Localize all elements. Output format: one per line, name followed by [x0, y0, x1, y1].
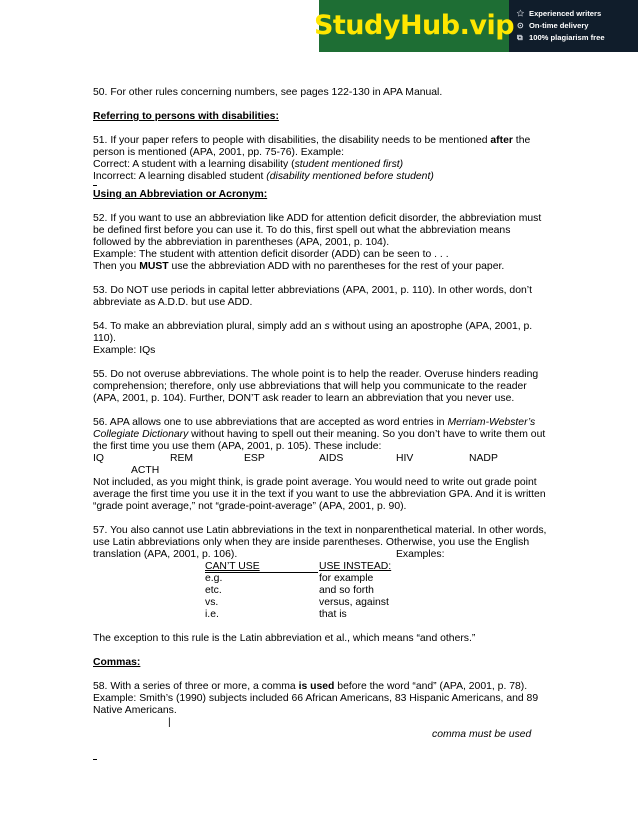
heading-disabilities: Referring to persons with disabilities:	[93, 111, 279, 122]
table-row: i.e. that is	[205, 609, 347, 620]
paragraph-51: 51. If your paper refers to people with disabilities, the disability needs to be mentioned after the person is mentioned (APA, 2001, pp. 75-76). Example: Correct: A student with a learning disability (student mentioned first) Incorrect: A learning disabled student (disability mentioned before student)	[93, 135, 548, 189]
feature-text: Experienced writers	[529, 9, 602, 18]
star-icon: ✩	[517, 9, 524, 18]
table-header-row	[93, 561, 548, 573]
feature-list	[509, 8, 605, 44]
paragraph-56-continued: Not included, as you might think, is grade point average. You would need to write out grade point average the first time you use it in the text if you want to use the abbreviation GPA. And it is written “grade point average,” not “grade-point-average” (APA, 2001, p. 90).	[93, 477, 546, 512]
column-header-use-instead: USE INSTEAD:	[319, 561, 392, 572]
heading-abbreviation: Using an Abbreviation or Acronym:	[93, 189, 268, 200]
feature-item	[517, 32, 605, 44]
feature-item	[517, 8, 605, 20]
copy-icon: ⧉	[517, 33, 523, 42]
column-header-cant-use: CAN’T USE	[205, 561, 260, 572]
studyhub-logo[interactable]: StudyHub.vip	[319, 0, 509, 52]
heading-commas: Commas:	[93, 657, 141, 668]
feature-text: On-time delivery	[529, 21, 589, 30]
paragraph-57: 57. You also cannot use Latin abbreviations in the text in nonparenthetical material. In other words, use Latin abbreviations only when they are inside parentheses. Otherwise, you use the English translation (APA, 2001, p. 106). Examples:	[93, 525, 547, 560]
feature-item	[517, 20, 605, 32]
studyhub-banner[interactable]	[313, 0, 638, 52]
paragraph-exception: The exception to this rule is the Latin abbreviation et al., which means “and others.”	[93, 633, 476, 644]
comma-note: comma must be used	[432, 729, 532, 740]
paragraph-58: 58. With a series of three or more, a comma is used before the word “and” (APA, 2001, p. 78). Example: Smith’s (1990) subjects included 66 African Americans, 83 Hispanic Americans, and 89 Native Americans.	[93, 681, 539, 716]
comma-pointer: |	[168, 717, 171, 728]
clock-icon: ⊙	[517, 21, 524, 30]
paragraph-53: 53. Do NOT use periods in capital letter abbreviations (APA, 2001, p. 110). In other words, don’t abbreviate as A.D.D. but use ADD.	[93, 285, 532, 308]
paragraph-52: 52. If you want to use an abbreviation like ADD for attention deficit disorder, the abbreviation must be defined first before you can use it. To do this, first spell out what the abbreviation means followed by the abbreviation in parentheses (APA, 2001, p. 104). Example: The student with attention deficit disorder (ADD) can be seen to . . . Then you MUST use the abbreviation ADD with no parentheses for the rest of your paper.	[93, 213, 542, 272]
abbreviation-item: ESP	[244, 453, 265, 464]
header-underline	[205, 561, 318, 573]
document-body	[93, 87, 548, 741]
paragraph-54: 54. To make an abbreviation plural, simply add an s without using an apostrophe (APA, 2001, p. 110). Example: IQs	[93, 321, 533, 356]
examples-label: Examples:	[396, 549, 445, 560]
abbreviation-row	[93, 465, 548, 477]
comma-note-row	[93, 729, 548, 741]
abbreviation-item: NADP	[469, 453, 498, 464]
abbreviation-item: AIDS	[319, 453, 344, 464]
table-row: etc. and so forth	[205, 585, 374, 596]
latin-abbreviation-table	[93, 561, 548, 621]
paragraph-50: 50. For other rules concerning numbers, see pages 122-130 in APA Manual.	[93, 87, 443, 98]
abbreviation-row	[93, 453, 548, 465]
table-row: vs. versus, against	[205, 597, 389, 608]
end-mark	[93, 759, 97, 760]
paragraph-56: 56. APA allows one to use abbreviations that are accepted as word entries in Merriam-Webster’s Collegiate Dictionary without having to spell out their meaning. So you don’t have to write them out the first time you use them (APA, 2001, p. 105). These include:	[93, 417, 546, 452]
abbreviation-item: HIV	[396, 453, 414, 464]
feature-text: 100% plagiarism free	[529, 33, 605, 42]
paragraph-55: 55. Do not overuse abbreviations. The whole point is to help the reader. Overuse hinders reading comprehension; therefore, only use abbreviations that will help you communicate to the reader (APA, 2001, p. 104). Further, DON’T ask reader to learn an abbreviation that you never use.	[93, 369, 539, 404]
abbreviation-item: IQ	[93, 453, 104, 464]
table-row: e.g. for example	[205, 573, 374, 584]
abbreviation-item: ACTH	[131, 465, 160, 476]
comma-indicator-row	[93, 717, 548, 729]
section-mark	[93, 183, 548, 189]
abbreviation-item: REM	[170, 453, 194, 464]
